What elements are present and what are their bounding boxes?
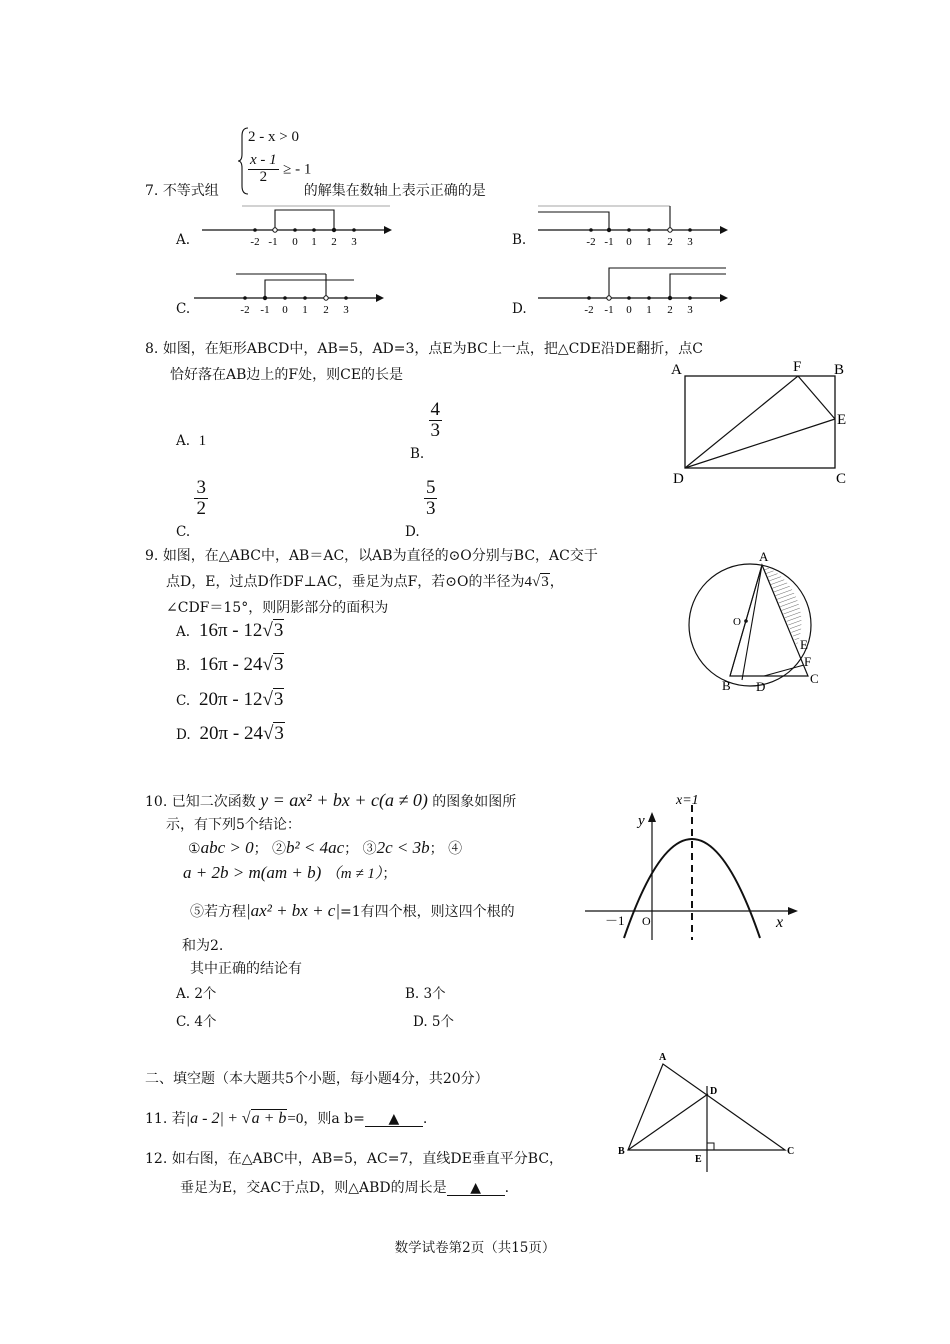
q12-line2: 垂足为E，交AC于点D，则△ABD的周长是 ▲ .	[180, 1180, 510, 1196]
q7-c-tick-label: 3	[343, 304, 349, 316]
q9-option-b: B. 16π - 24√3	[176, 654, 284, 675]
q7-a-tick-label: 1	[311, 236, 317, 248]
q7-b-tick-label: -2	[586, 236, 596, 248]
q7-numberline-c	[192, 268, 392, 318]
q12-label-a: A	[659, 1052, 667, 1063]
q9-option-c: C. 20π - 12√3	[176, 689, 284, 710]
q8-text1: 如图，在矩形ABCD中，AB=5，AD=3，点E为BC上一点，把△CDE沿DE翻折，点C	[162, 341, 703, 357]
q7-numberline-a	[200, 200, 400, 250]
q9-label-f: F	[804, 654, 812, 669]
q12-label-d: D	[710, 1086, 718, 1097]
q7-system-line1: 2 - x > 0	[248, 129, 299, 145]
q8-number: 8.	[145, 341, 159, 357]
q10-conclusion-5-line2: 和为2.	[182, 938, 224, 954]
q7-b-tick-label: 1	[646, 236, 652, 248]
q7-numberline-d	[536, 268, 736, 318]
q10-option-c: C. 4个	[176, 1014, 217, 1030]
q7-c-tick-label: 2	[323, 304, 329, 316]
q12-line1	[145, 1148, 563, 1168]
q10-line1	[145, 790, 516, 811]
q9-label-b: B	[722, 678, 731, 693]
q8-label-a: A	[671, 362, 682, 378]
q7-a-tick-label: -2	[250, 236, 260, 248]
q7-c-tick-label: -1	[260, 304, 270, 316]
q9-option-a: A. 16π - 12√3	[176, 620, 284, 641]
q7-option-c-label: C.	[176, 301, 191, 317]
q12-triangle-figure	[615, 1050, 800, 1175]
q10-label-axis-eq: x=1	[676, 793, 699, 808]
q9-number: 9.	[145, 548, 159, 564]
q11-number: 11.	[145, 1111, 168, 1127]
q10-label-minus1: －1	[605, 913, 625, 928]
q7-prefix: 不等式组	[162, 183, 219, 199]
q7-b-tick-label: -1	[604, 236, 614, 248]
q11-answer-blank[interactable]: ▲	[365, 1112, 423, 1127]
q7-d-tick-label: 0	[626, 304, 632, 316]
q10-parabola-figure	[580, 785, 805, 945]
q10-ask: 其中正确的结论有	[190, 961, 302, 977]
q8-option-d: D. $\frac{5}{3}$	[405, 477, 436, 540]
q9-line2: 点D，E，过点D作DF⊥AC，垂足为点F，若⊙O的半径为4√3，	[166, 574, 564, 590]
q11-abs: |a - 2|	[185, 1110, 224, 1127]
q10-conclusion-4: a + 2b > m(am + b) （m ≠ 1）；	[183, 863, 397, 882]
q7-suffix: 的解集在数轴上表示正确的是	[303, 183, 486, 199]
q9-line3: ∠CDF＝15°，则阴影部分的面积为	[166, 600, 389, 616]
q7-d-tick-label: -2	[584, 304, 594, 316]
q10-line2: 示，有下列5个结论：	[166, 817, 301, 833]
q8-label-c: C	[836, 471, 847, 487]
q10-suffix: 的图象如图所	[432, 794, 517, 810]
q12-answer-blank[interactable]: ▲	[447, 1181, 505, 1196]
q7-c-tick-label: 1	[302, 304, 308, 316]
q9-label-d: D	[756, 679, 766, 694]
q7-d-tick-label: -1	[604, 304, 614, 316]
q8-label-e: E	[837, 412, 847, 428]
q8-line2: 恰好落在AB边上的F处，则CE的长是	[170, 367, 404, 383]
q7-option-a-label: A.	[176, 232, 191, 248]
section2-title: 二、填空题（本大题共5个小题，每小题4分，共20分）	[145, 1071, 489, 1087]
q7-d-tick-label: 2	[667, 304, 673, 316]
q10-prefix: 已知二次函数	[171, 794, 256, 810]
q7-d-tick-label: 1	[646, 304, 652, 316]
q9-text1: 如图，在△ABC中，AB＝AC，以AB为直径的⊙O分别与BC，AC交于	[162, 548, 598, 564]
q9-line1	[145, 545, 598, 565]
q12-label-c: C	[787, 1146, 795, 1157]
q9-label-o: O	[733, 616, 741, 628]
q8-label-b: B	[834, 362, 845, 378]
q10-conclusions-1-4: ①abc > 0； ②b² < 4ac； ③2c < 3b； ④	[188, 838, 463, 857]
q8-option-c: C. $\frac{3}{2}$	[176, 477, 206, 540]
q7-number: 7.	[145, 183, 159, 199]
q8-line1	[145, 338, 703, 358]
q11-prefix: 若	[171, 1111, 186, 1127]
page-footer: 数学试卷第2页（共15页）	[394, 1240, 556, 1256]
q7-numberline-b	[536, 200, 736, 250]
q8-option-b: B. $\frac{4}{3}$	[410, 399, 441, 462]
q10-function: y = ax² + bx + c(a ≠ 0)	[260, 790, 428, 810]
q10-number: 10.	[145, 794, 168, 810]
q10-label-y: y	[638, 813, 645, 829]
q9-circle-figure	[680, 545, 830, 700]
q8-label-d: D	[673, 471, 684, 487]
q12-label-b: B	[618, 1146, 625, 1157]
q10-option-b: B. 3个	[405, 986, 446, 1002]
q7-system-line2: $\frac{x - 1}{2}$ ≥ - 1	[250, 152, 312, 185]
q7-option-b-label: B.	[512, 232, 527, 248]
q9-label-a: A	[759, 549, 769, 564]
q10-option-a: A. 2个	[176, 986, 217, 1002]
q7-stem	[145, 180, 486, 200]
q8-option-a: A. 1	[176, 433, 207, 449]
q12-label-e: E	[695, 1154, 702, 1165]
q7-b-tick-label: 3	[687, 236, 693, 248]
q12-number: 12.	[145, 1151, 168, 1167]
q7-b-tick-label: 0	[626, 236, 632, 248]
q7-d-tick-label: 3	[687, 304, 693, 316]
q12-text1: 如右图，在△ABC中，AB=5，AC=7，直线DE垂直平分BC，	[171, 1151, 564, 1167]
q9-label-e: E	[800, 637, 808, 652]
q7-c-tick-label: -2	[240, 304, 250, 316]
q10-option-d: D. 5个	[413, 1014, 455, 1030]
q10-conclusion-5: ⑤若方程|ax² + bx + c|=1有四个根，则这四个根的	[190, 901, 515, 920]
q7-a-tick-label: 3	[351, 236, 357, 248]
q10-label-origin: O	[642, 914, 651, 928]
q7-c-tick-label: 0	[282, 304, 288, 316]
q7-a-tick-label: -1	[268, 236, 278, 248]
q8-label-f: F	[793, 359, 802, 375]
q8-rectangle-figure	[670, 356, 860, 491]
q9-option-d: D. 20π - 24√3	[176, 723, 284, 744]
q9-label-c: C	[810, 671, 819, 686]
q7-a-tick-label: 2	[331, 236, 337, 248]
q7-option-d-label: D.	[512, 301, 527, 317]
q7-a-tick-label: 0	[292, 236, 298, 248]
q10-label-x: x	[776, 914, 784, 931]
q7-b-tick-label: 2	[667, 236, 673, 248]
q11-line: 11. 若|a - 2| + √a + b=0，则a b= ▲ .	[145, 1110, 428, 1127]
